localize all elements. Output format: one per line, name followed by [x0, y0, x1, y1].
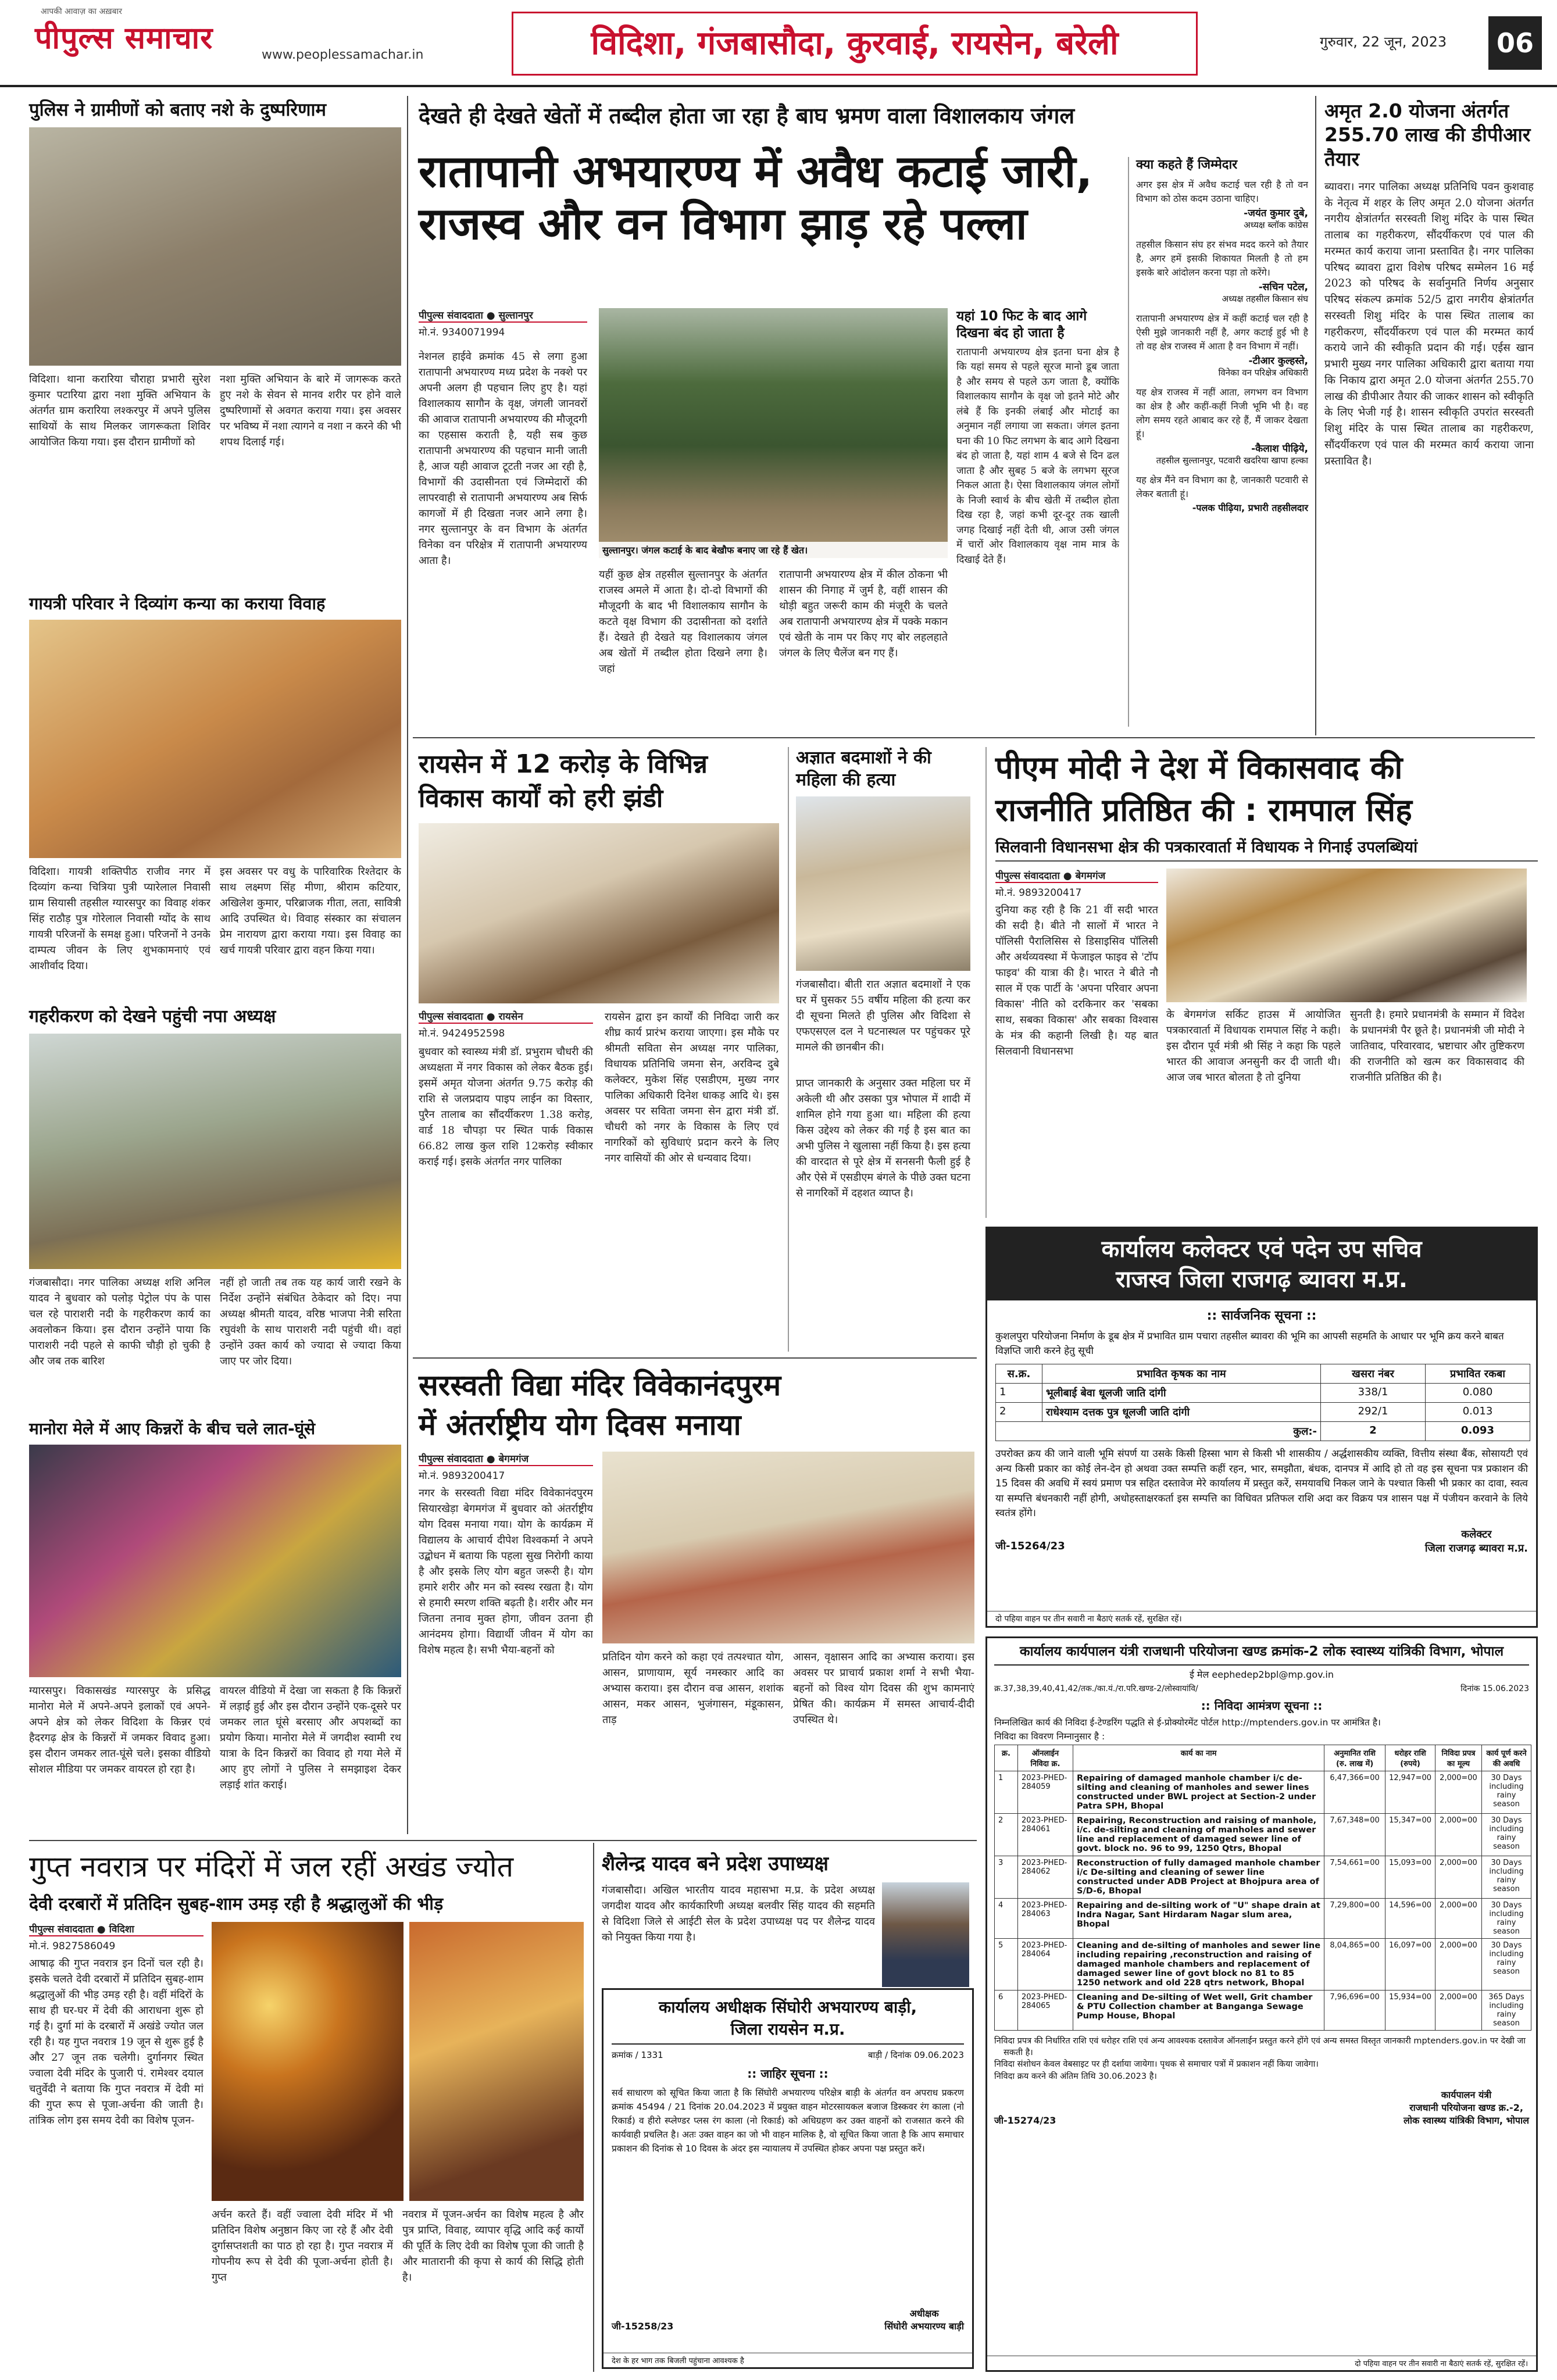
story-woman-murder — [788, 747, 974, 1352]
lead-sidebar-dense-forest: यहां 10 फिट के बाद आगे दिखना बंद हो जाता है रातापानी अभयारण्य क्षेत्र इतना घना क्षेत्र है कि यहां समय से पहले सूरज मानो डूब जाता है और समय से पहले ऊग जाता है, क्योंकि विशालकाय सागौन के वृक्ष जो इतने मोटे और लंबे हैं कि इनकी लंबाई और मोटाई का अनुमान नहीं लगाया जा सकता। जंगल इतना घना की 10 फिट लगभग के बाद आगे दिखना बंद हो जाता है, यहां शाम 4 बजे से दिन ढल जाता है और सुबह 5 बजे के लगभग सूरज निकल आता है। ऐसा विशालकाय जंगल लोगों के निजी स्वार्थ के बीच खेती में तब्दील होता दिख रहा है, जहां कभी दूर-दूर तक खाली जगह दिखाई नहीं देती थी, आज उसी जंगल में चारों ओर विशालकाय वृक्ष नाम मात्र के दिखाई देते हैं। — [956, 309, 1119, 566]
story-text: सुनती है। हमारे प्रधानमंत्री के सम्मान में विदेश के प्रधानमंत्री पैर छूते है। प्रधानमंत्री जी मोदी ने जातिवाद, परिवारवाद, भ्रष्टाचार और तुष्टिकरण की राजनीति को खत्म कर विकासवाद की राजनीति प्रतिष्ठित की है। — [1350, 1008, 1524, 1084]
tender-row — [995, 1898, 1531, 1938]
story-amrut-dpr — [1324, 99, 1534, 732]
tender-cell: 2,000=00 — [1435, 1898, 1482, 1938]
story-photo — [419, 823, 779, 1003]
tender-cell: Cleaning and De-silting of Wet well, Grit chamber & PTU Collection chamber at Banganga Sewage Pump House, Bhopal — [1073, 1990, 1324, 2030]
notice-title-bar: कार्यालय कलेक्टर एवं पदेन उप सचिव राजस्व जिला राजगढ़ ब्यावरा म.प्र. — [987, 1228, 1536, 1300]
tender-table: क्र. ऑनलाईन निविदा क्र. कार्य का नाम अनुमानित राशि (रु. लाख में) धरोहर राशि (रुपये) निविदा प्रपत्र का मूल्य कार्य पूर्ण करने की अवधि 1 2023-PHED-284059 Repairing of damaged manhole chamber i/c de-silting and cleaning of manholes and sewer lines constructed under BWL project at Section-2 under Patra SPH, Bhopal 6,47,366=00 12,947=00 2,000=00 30 Days including rainy season 2 2023-PHED-284061 Repairing, Reconstruction and raising of manhole, i/c. de-silting and cleaning of manholes and sewer line and replacement of damaged sewer line of govt. block no. 96 to 99, 1250 Qtrs, Bhopal 7,67,348=00 15,347=00 2,000=00 30 Days including rainy season 3 2023-PHED-284062 Reconstruction of fully damaged manhole chamber i/c De-silting and cleaning of sewer line constructed under ADB Project at Bhojpura area of S/D-6, Bhopal 7,54,661=00 15,093=00 2,000=00 30 Days including rainy season 4 2023-PHED-284063 Repairing and de-silting work of "U" shape drain at Indra Nagar, Sant Hirdaram Nagar slum area, Bhopal 7,29,800=00 14,596=00 2,000=00 30 Days including rainy season 5 2023-PHED-284064 Cleaning and de-silting of manholes and sewer line including repairing ,reconstruction and raising of damaged manhole chambers and replacement of damaged sewer line of govt block no 81 to 85 1250 network and old 228 qtrs network, Bhopal 8,04,865=00 16,097=00 2,000=00 30 Days including rainy season 6 2023-PHED-284065 Cleaning and De-silting of Wet well, Grit chamber & PTU Collection chamber at Banganga Sewage Pump House, Bhopal 7,96,696=00 15,934=00 2,000=00 365 Days including rainy season — [994, 1745, 1531, 2031]
lead-text: नेशनल हाईवे क्रमांक 45 से लगा हुआ रातापानी अभयारण्य मध्य प्रदेश के नक्शे पर अपनी अलग ही पहचान लिए हुए है। यहां विशालकाय सागौन के वृक्ष, जंगली जानवरों की आवाज रातापानी अभयारण्य की मौजूदगी का एहसास कराती है, यही सब कुछ रातापानी अभयारण्य की पहचान मानी जाती है, आज यही आवाज टूटती नजर आ रही है, विभागों की उदासीनता एवं जिम्मेदारों की लापरवाही से रातापानी अभयारण्य अब सिर्फ कागजों में ही दिखता नजर आने लगा है। नगर सुल्तानपुर के वन विभाग के अंतर्गत विनेका वन परिक्षेत्र में रातापानी अभयारण्य आता है। — [419, 351, 587, 567]
photo-caption: सुल्तानपुर। जंगल कटाई के बाद बेखौफ बनाए जा रहे हैं खेत। — [599, 542, 948, 558]
table-row: 2 राधेश्याम दत्तक पुत्र धूलजी जाति दांगी 292/1 0.013 — [996, 1403, 1530, 1422]
story-text: अर्चन करते हैं। वहीं ज्वाला देवी मंदिर में भी प्रतिदिन विशेष अनुष्ठान किए जा रहे हैं और देवी दुर्गासप्तशती का पाठ हो रहा है। गुप्त नवरात्र में गोपनीय रूप से देवी की पूजा-अर्चना होती है। गुप्त — [212, 2208, 393, 2283]
tender-note: निविदा संशोधन केवल वेबसाइट पर ही दर्शाया जायेगा। पृथक से समाचार पत्रों में प्रकाशन नहीं किया जावेगा। — [994, 2060, 1319, 2070]
column-divider — [407, 96, 408, 1834]
story-headline: गायत्री परिवार ने दिव्यांग कन्या का कराया विवाह — [29, 594, 326, 613]
lead-text: यहीं कुछ क्षेत्र तहसील सुल्तानपुर के अंतर्गत राजस्व अमले में आता है। दो-दो विभागों की मौजूदगी के बाद भी विशालकाय सागौन के कटते वृक्ष विभाग की उदासीनता को दर्शाते हैं। देखते ही देखते यह विशालकाय जंगल अब खेतों में तब्दील होता दिखने लगा है। जहां — [599, 569, 767, 675]
story-text: प्राप्त जानकारी के अनुसार उक्त महिला घर में अकेली थी और उसका पुत्र भोपाल में शादी में शामिल होने गया हुआ था। महिला की हत्या किस उद्देश्य को लेकर की गई है इस बात का अभी पुलिस ने खुलासा नहीं किया है। इस हत्या की वारदात से पूरे क्षेत्र में सनसनी फैली हुई है और ऐसे में एसडीएम बंगले के पीछे उक्त घटना से नागरिकों में दहशत व्याप्त है। — [796, 1077, 970, 1199]
story-photo — [29, 1034, 401, 1269]
lead-headline-line: रातापानी अभयारण्य में अवैध कटाई जारी, — [419, 145, 1093, 197]
section-divider — [413, 737, 1535, 738]
story-headline: पुलिस ने ग्रामीणों को बताए नशे के दुष्परिणाम — [29, 99, 327, 120]
tender-row — [995, 1938, 1531, 1990]
edition-banner — [512, 12, 1198, 76]
lead-kicker: देखते ही देखते खेतों में तब्दील होता जा रहा है बाघ भ्रमण वाला विशालकाय जंगल — [419, 103, 1075, 128]
story-photo — [212, 1922, 403, 2201]
tender-cell: 2 — [995, 1813, 1018, 1856]
story-gupt-navratri: गुप्त नवरात्र पर मंदिरों में जल रहीं अखंड ज्योत देवी दरबारों में प्रतिदिन सुबह-शाम उमड़ रही है श्रद्धालुओं की भीड़ पीपुल्स संवाददाता ● विदिशा मो.नं. 9827586049 आषाढ़ की गुप्त नवरात्र इन दिनों चल रही है। इसके चलते देवी दरबारों में प्रतिदिन सुबह-शाम श्रद्धालुओं की भीड़ उमड़ रही है। वहीं मंदिरों के साथ ही घर-घर में देवी की आराधना शुरू हो गई है। दुर्गा मां के दरबारों में अखंडे ज्योत जल रही है। यह गुप्त नवरात्र 19 जून से शुरू हुई है और 27 जून तक चलेगी। दुर्गानगर स्थित ज्वाला देवी मंदिर के पुजारी पं. रामेश्वर दयाल चतुर्वेदी ने बताया कि गुप्त नवरात्र में देवी मां की गुप्त रूप से पूजा-अर्चना की जाती है। तांत्रिक लोग इस समय देवी का विशेष पूजन- अर्चन करते हैं। वहीं ज्वाला देवी मंदिर में भी प्रतिदिन विशेष अनुष्ठान किए जा रहे हैं और देवी दुर्गासप्तशती का पाठ हो रहा है। गुप्त नवरात्र में गोपनीय रूप से देवी की पूजा-अर्चना होती है। गुप्त नवरात्र में पूजन-अर्चन का विशेष महत्व है और पुत्र प्राप्ति, विवाह, व्यापार वृद्धि आदि कई कार्यों की पूर्ति के लिए देवी का विशेष पूजा की जाती है और मातारानी की कृपा से कार्य की सिद्धि होती है। — [29, 1849, 587, 2372]
lead-byline: पीपुल्स संवाददाता ● सुल्तानपुर मो.नं. 9340071994 — [419, 308, 587, 338]
story-text: गंजबासौदा। अखिल भारतीय यादव महासभा म.प्र. के प्रदेश अध्यक्ष जगदीश यादव और कार्यकारिणी अध्यक्ष बलवीर सिंह यादव की सहमति से विदिशा जिले से आईटी सेल के प्रदेश उपाध्यक्ष पद पर शैलेन्द्र यादव को नियुक्त किया गया है। — [602, 1884, 875, 1943]
lead-text: रातापानी अभयारण्य क्षेत्र में कील ठोकना भी शासन की निगाह में जुर्म है, वहीं शासन की थोड़ी बहुत जरूरी काम की मंजूरी के चलते अब रातापानी अभयारण्य क्षेत्र में पक्के मकान एवं खेती के नाम पर किए गए बोर लहलहाते जंगल के लिए चैलेंज बन गए हैं। — [779, 569, 948, 659]
tender-cell: 30 Days including rainy season — [1482, 1771, 1531, 1813]
story-photo — [1166, 869, 1527, 1002]
story-photo — [796, 796, 970, 971]
story-photo — [29, 1445, 401, 1677]
quotes-heading: क्या कहते हैं जिम्मेदार — [1136, 158, 1238, 172]
site-url[interactable]: www.peoplessamachar.in — [262, 48, 424, 62]
tender-cell: 4 — [995, 1898, 1018, 1938]
story-river-deepening — [29, 1006, 401, 1413]
story-raisen-development: रायसेन में 12 करोड़ के विभिन्न विकास कार्यों को हरी झंडी पीपुल्स संवाददाता ● रायसेन मो.नं. 9424952598 बुधवार को स्वास्थ्य मंत्री डॉ. प्रभुराम चौधरी की अध्यक्षता में नगर विकास को लेकर बैठक हुई। इसमें अमृत योजना अंतर्गत 9.75 करोड़ की राशि से जलप्रदाय पाइप लाईन का विस्तार, पुरैन तालाब का सौंदर्यीकरण 1.38 करोड़, वार्ड 18 चौपड़ा पर स्थित पार्क विकास 66.82 लाख कुल राशि 12करोड़ स्वीकार कराई गई। इसके अंतर्गत नगर पालिका रायसेन द्वारा इन कार्यों की निविदा जारी कर शीघ्र कार्य प्रारंभ कराया जाएगा। इस मौके पर श्रीमती सविता सेन अध्यक्ष नगर पालिका, विधायक प्रतिनिधि जमना सेन, अरविन्द दुबे कलेक्टर, मुकेश सिंह एसडीएम, मुख्य नगर पालिका अधिकारी दिनेश धाकड़ आदि थे। इस अवसर पर सविता जमना सेन द्वारा मंत्री डॉ. चौधरी को नगर के विकास के लिए एवं नागरिकों को सुविधाएं प्रदान करने के लिए नगर वासियों की ओर से धन्यवाद दिया। — [419, 747, 779, 1352]
page-number: 06 — [1488, 16, 1542, 70]
tender-cell: 15,347=00 — [1385, 1813, 1435, 1856]
story-text: गंजबासौदा। नगर पालिका अध्यक्ष शशि अनिल यादव ने बुधवार को पलोड़ पेट्रोल पंप के पास चल रहे पाराशरी नदी के गहरीकरण कार्य का अवलोकन किया। इस दौरान उन्होंने पाया कि पाराशरी नदी पहले से काफी चौड़ी हो चुकी है और जब तक बारिश — [29, 1276, 210, 1367]
story-text: नवरात्र में पूजन-अर्चन का विशेष महत्व है और पुत्र प्राप्ति, विवाह, व्यापार वृद्धि आदि कई कार्यों की पूर्ति के लिए देवी का विशेष पूजा की जाती है और मातारानी की कृपा से कार्य की सिद्धि होती है। — [402, 2208, 584, 2283]
story-photo — [409, 1922, 584, 2201]
story-text: ग्यारसपुर। विकासखंड ग्यारसपुर के प्रसिद्ध मानोरा मेले में अपने-अपने इलाकों एवं अपने-अपने क्षेत्र को लेकर विदिशा के किन्नर एवं हैदरगढ़ क्षेत्र के किन्नरों में जमकर विवाद हुआ। इस दौरान जमकर लात-घूंसे चले। इसका वीडियो सोशल मीडिया पर जमकर वायरल हो रहा है। — [29, 1685, 210, 1775]
tender-cell: 12,947=00 — [1385, 1771, 1435, 1813]
tender-cell: Repairing and de-silting work of "U" shape drain at Indra Nagar, Sant Hirdaram Nagar slum area, Bhopal — [1073, 1898, 1324, 1938]
tender-cell: 7,67,348=00 — [1324, 1813, 1385, 1856]
tender-cell: Cleaning and de-silting of manholes and sewer line including repairing ,reconstruction and raising of damaged manhole chambers and replacement of damaged sewer line of govt block no 81 to 85 1250 network and old 228 qtrs network, Bhopal — [1073, 1938, 1324, 1990]
story-subhead: देवी दरबारों में प्रतिदिन सुबह-शाम उमड़ रही है श्रद्धालुओं की भीड़ — [29, 1893, 444, 1914]
story-headline: पीएम मोदी ने देश में विकासवाद की राजनीति प्रतिष्ठित की : रामपाल सिंह — [995, 749, 1412, 828]
story-headline: रायसेन में 12 करोड़ के विभिन्न विकास कार्यों को हरी झंडी — [419, 749, 708, 814]
quote-item: रातापानी अभयारण्य क्षेत्र में कहीं कटाई चल रही है ऐसी मुझे जानकारी नहीं है, अगर कटाई हुई भी है तो वह क्षेत्र राजस्व में आता है वन विभाग में नहीं। -टीआर कुल्हस्ते, विनेका वन परिक्षेत्र अधिकारी — [1136, 312, 1308, 378]
story-text: विदिशा। थाना करारिया चौराहा प्रभारी सुरेश कुमार पटारिया द्वारा नशा मुक्ति अभियान के अंतर्गत ग्राम करारिया लश्करपुर में अपने पुलिस साथियों के साथ मिलकर जागरूकता शिविर आयोजित किया गया। इस दौरान ग्रामीणों को — [29, 373, 210, 448]
section-divider — [29, 1840, 977, 1841]
tender-cell: 1 — [995, 1771, 1018, 1813]
tender-cell: 2023-PHED-284059 — [1018, 1771, 1073, 1813]
story-text: गंजबासौदा। बीती रात अज्ञात बदमाशों ने एक घर में घुसकर 55 वर्षीय महिला की हत्या कर दी सूचना मिलते ही पुलिस और विदिशा से एफएसएल दल ने घटनास्थल पर पहुंचकर पूरे मामले की छानबीन की। — [796, 978, 970, 1053]
story-text: विदिशा। गायत्री शक्तिपीठ राजीव नगर में दिव्यांग कन्या चित्रिया पुत्री प्यारेलाल निवासी ग्राम सियासी तहसील ग्यारसपुर का विवाह शंकर सिंह राठौड़ पुत्र गोरेलाल निवासी ग्योंद के साथ गायत्री परिजनों के समक्ष हुआ। परिजनों ने उनके दाम्पत्य जीवन के लिए शुभकामनाएं एवं आशीर्वाद दिया। — [29, 866, 210, 973]
story-text: इस अवसर पर वधु के पारिवारिक रिश्तेदार के साथ लक्ष्मण सिंह मीणा, श्रीराम कटियार, अखिलेश कुमार, परिब्राजक गीता, लता, सावित्री आदि उपस्थित थे। विवाह संस्कार का संचालन प्रेम नारायण द्वारा कराया गया। इस विवाह का खर्च गायत्री परिवार द्वारा वहन किया गया। — [220, 866, 401, 957]
story-headline: मानोरा मेले में आए किन्नरों के बीच चले लात-घूंसे — [29, 1419, 316, 1438]
quote-item: यह क्षेत्र मैंने वन विभाग का है, जानकारी पटवारी से लेकर बताती हूं। -पलक पीढ़िया, प्रभारी तहसीलदार — [1136, 474, 1308, 513]
tender-note: निविदा प्रपत्र की निर्धारित राशि एवं धरोहर राशि एवं अन्य आवश्यक दस्तावेज ऑनलाईन प्रस्तुत करने होंगे एवं अन्य समस्त विस्तृत जानकारी mptenders.gov.in पर देखी जा सकती है। — [994, 2036, 1526, 2058]
tender-row — [995, 1990, 1531, 2030]
portrait-photo — [882, 1882, 969, 1987]
column-divider — [593, 1843, 594, 2372]
tender-cell: 2,000=00 — [1435, 1938, 1482, 1990]
tender-cell: 2023-PHED-284065 — [1018, 1990, 1073, 2030]
tender-cell: 6 — [995, 1990, 1018, 2030]
tender-notes — [994, 2035, 1529, 2082]
table-total-row: कुल:- 2 0.093 — [996, 1422, 1530, 1441]
tender-row — [995, 1813, 1531, 1856]
story-text: नशा मुक्ति अभियान के बारे में जागरूक करते हुए नशे के सेवन से मानव शरीर पर होने वाले दुष्परिणामों से अवगत कराया गया। इस अवसर पर भविष्य में नशा त्यागने व नशा न करने की भी शपथ दिलाई गई। — [220, 373, 401, 448]
tender-cell: 365 Days including rainy season — [1482, 1990, 1531, 2030]
tender-cell: 30 Days including rainy season — [1482, 1856, 1531, 1898]
tender-cell: 16,097=00 — [1385, 1938, 1435, 1990]
issue-date: गुरुवार, 22 जून, 2023 — [1320, 34, 1447, 50]
notice-table: स.क्र. प्रभावित कृषक का नाम खसरा नंबर प्रभावित रकबा 1 भूलीबाई बेवा धूलजी जाति दांगी 338/1 0.080 2 राधेश्याम दत्तक पुत्र धूलजी जाति दांगी 292/1 0.013 कुल:- 2 0.093 — [995, 1364, 1530, 1441]
tender-cell: 6,47,366=00 — [1324, 1771, 1385, 1813]
tender-row — [995, 1771, 1531, 1813]
brand-tagline: आपकी आवाज़ का अख़बार — [41, 7, 122, 16]
tender-cell: 30 Days including rainy season — [1482, 1898, 1531, 1938]
tender-cell: 2023-PHED-284061 — [1018, 1813, 1073, 1856]
tender-cell: 2,000=00 — [1435, 1771, 1482, 1813]
story-subhead: सिलवानी विधानसभा क्षेत्र की पत्रकारवार्ता में विधायक ने गिनाई उपलब्धियां — [995, 835, 1538, 862]
lead-photo-forest — [599, 308, 948, 558]
notice-phed-tender: कार्यालय कार्यपालन यंत्री राजधानी परियोजना खण्ड क्रमांक-2 लोक स्वास्थ्य यांत्रिकी विभाग, भोपाल ई मेल eephedep2bpl@mp.gov.in क्र.37,38,39,40,41,42/तक./का.यं./रा.परि.खण्ड-2/लोस्वायांवि/ दिनांक 15.06.2023 :: निविदा आमंत्रण सूचना :: निम्नलिखित कार्य की निविदा ई-टेण्डरिंग पद्धति से ई-प्रोक्योरमेंट पोर्टल http://mptenders.gov.in पर आमंत्रित है। निविदा का विवरण निम्नानुसार है : क्र. ऑनलाईन निविदा क्र. कार्य का नाम अनुमानित राशि (रु. लाख में) धरोहर राशि (रुपये) निविदा प्रपत्र का मूल्य कार्य पूर्ण करने की अवधि 1 2023-PHED-284059 Repairing of damaged manhole chamber i/c de-silting and cleaning of manholes and sewer lines constructed under BWL project at Section-2 under Patra SPH, Bhopal 6,47,366=00 12,947=00 2,000=00 30 Days including rainy season 2 2023-PHED-284061 Repairing, Reconstruction and raising of manhole, i/c. de-silting and cleaning of manholes and sewer line and replacement of damaged sewer line of govt. block no. 96 to 99, 1250 Qtrs, Bhopal 7,67,348=00 15,347=00 2,000=00 30 Days including rainy season 3 2023-PHED-284062 Reconstruction of fully damaged manhole chamber i/c De-silting and cleaning of sewer line constructed under ADB Project at Bhojpura area of S/D-6, Bhopal 7,54,661=00 15,093=00 2,000=00 30 Days including rainy season 4 2023-PHED-284063 Repairing and de-silting work of "U" shape drain at Indra Nagar, Sant Hirdaram Nagar slum area, Bhopal 7,29,800=00 14,596=00 2,000=00 30 Days including rainy season 5 2023-PHED-284064 Cleaning and de-silting of manholes and sewer line including repairing ,reconstruction and raising of damaged manhole chambers and replacement of damaged sewer line of govt block no 81 to 85 1250 network and old 228 qtrs network, Bhopal 8,04,865=00 16,097=00 2,000=00 30 Days including rainy season 6 2023-PHED-284065 Cleaning and De-silting of Wet well, Grit chamber & PTU Collection chamber at Banganga Sewage Pump House, Bhopal 7,96,696=00 15,934=00 2,000=00 365 Days including rainy season निविदा प्रपत्र की निर्धारित राशि एवं धरोहर राशि एवं अन्य आवश्यक दस्तावेज ऑनलाईन प्रस्तुत करने होंगे एवं अन्य समस्त विस्तृत जानकारी mptenders.gov.in पर देखी जा सकती है। निविदा संशोधन केवल वेबसाइट पर ही दर्शाया जायेगा। पृथक से समाचार पत्रों में प्रकाशन नहीं किया जावेगा। निविदा क्रय करने की अंतिम तिथि 30.06.2023 है। जी-15274/23 कार्यपालन यंत्री राजधानी परियोजना खण्ड क्र.-2, लोक स्वास्थ्य यांत्रिकी विभाग, भोपाल दो पहिया वाहन पर तीन सवारी ना बैठाएं सतर्क रहें, सुरक्षित रहें। — [985, 1636, 1538, 2372]
notice-rajgarh: कार्यालय कलेक्टर एवं पदेन उप सचिव राजस्व जिला राजगढ़ ब्यावरा म.प्र. :: सार्वजनिक सूचना :: कुशलपुरा परियोजना निर्माण के डूब क्षेत्र में प्रभावित ग्राम पचारा तहसील ब्यावरा की भूमि का आपसी सहमति के आधार पर भूमि क्रय करने बाबत विज्ञप्ति जारी करने हेतु सूची स.क्र. प्रभावित कृषक का नाम खसरा नंबर प्रभावित रकबा 1 भूलीबाई बेवा धूलजी जाति दांगी 338/1 0.080 2 राधेश्याम दत्तक पुत्र धूलजी जाति दांगी 292/1 0.013 कुल:- 2 0.093 उपरोक्त क्रय की जाने वाली भूमि संपर्ण या उसके किसी हिस्सा भाग से किसी भी शासकीय / अर्द्धशासकीय व्यक्ति, वित्तीय संस्था बैंक, सोसायटी एवं अन्य किसी प्रकार का कोई लेन-देन हो अथवा उक्त सम्पत्ति कहीं रहन, भार, समझौता, बंधक, दानपत्र में आदि हो तो वह इस सूचना पत्र प्रकाशन की 15 दिवस की अवधि में स्वयं प्रमाण पत्र सहित दस्तावेज मेरे कार्यालय में प्रस्तुत करें, समयावधि निकल जाने के पश्चात किसी भी प्रकार का दावा, स्वत्व या सम्पत्ति बंधनकारी नहीं होगी, अधोहस्ताक्षरकर्ता इस सम्पत्ति का विधिवत प्रतिफल राशि अदा कर विक्रय पत्र शासन पक्ष में पंजीयन करवाने के लिये स्वतंत्र होंगे। जी-15264/23 कलेक्टर जिला राजगढ़ ब्यावरा म.प्र. दो पहिया वाहन पर तीन सवारी ना बैठाएं सतर्क रहें, सुरक्षित रहें। — [985, 1227, 1538, 1628]
story-headline: गहरीकरण को देखने पहुंची नपा अध्यक्ष — [29, 1006, 276, 1027]
tender-cell: 3 — [995, 1856, 1018, 1898]
story-text: आसन, वृक्षासन आदि का अभ्यास कराया। इस अवसर पर प्राचार्य प्रकाश शर्मा ने सभी भैया-बहनों को विश्व योग दिवस की शुभ कामनाएं प्रेषित की। कार्यक्रम में समस्त आचार्य-दीदी उपस्थित थे। — [793, 1651, 974, 1726]
story-headline: अमृत 2.0 योजना अंतर्गत 255.70 लाख की डीपीआर तैयार — [1324, 99, 1531, 170]
quote-item: तहसील किसान संघ हर संभव मदद करने को तैयार है, अगर हमें इसकी शिकायत मिलती है तो हम इसके बारे आंदोलन करना पड़ा तो करेंगे। -सचिन पटेल, अध्यक्ष तहसील किसान संघ — [1136, 238, 1308, 304]
notice-singhori-sanctuary: कार्यालय अधीक्षक सिंघोरी अभयारण्य बाड़ी, जिला रायसेन म.प्र. क्रमांक / 1331 बाड़ी / दिनांक 09.06.2023 :: जाहिर सूचना :: सर्व साधारण को सूचित किया जाता है कि सिंघोरी अभयारण्य परिक्षेत्र बाड़ी के अंतर्गत वन अपराध प्रकरण क्रमांक 45494 / 21 दिनांक 20.04.2023 में प्रयुक्त वाहन मोटरसायकल बजाज डिस्कवर रंग काला (नो रिकार्ड) व हीरो स्प्लेण्डर प्लस रंग काला (नो रिकार्ड) को अधिग्रहण कर उक्त वाहनों को राजसात करने की कार्यवाही प्रचलित है। अतः उक्त वाहन का जो भी वाहन मालिक है, वो सूचित किया जाता है कि आप समाचार प्रकाशन की दिनांक से 10 दिवस के अंदर इस न्यायालय में उपस्थित होकर अपना पक्ष प्रस्तुत करें। जी-15258/23 अधीक्षक सिंघोरी अभयारण्य बाड़ी देश के हर भाग तक बिजली पहुंचाना आवश्यक है — [602, 1988, 974, 2369]
tender-note: निविदा क्रय करने की अंतिम तिथि 30.06.2023 है। — [994, 2071, 1157, 2081]
tender-cell: 7,54,661=00 — [1324, 1856, 1385, 1898]
tender-cell: 30 Days including rainy season — [1482, 1813, 1531, 1856]
column-divider — [1315, 96, 1316, 735]
tender-cell: 2,000=00 — [1435, 1990, 1482, 2030]
tender-cell: 2023-PHED-284062 — [1018, 1856, 1073, 1898]
tender-cell: 2023-PHED-284064 — [1018, 1938, 1073, 1990]
tender-cell: 7,96,696=00 — [1324, 1990, 1385, 2030]
story-headline: सरस्वती विद्या मंदिर विवेकानंदपुरम में अंतर्राष्ट्रीय योग दिवस मनाया — [419, 1368, 781, 1442]
story-text: के बेगमगंज सर्किट हाउस में आयोजित पत्रकारवार्ता में विधायक रामपाल सिंह ने कही। इस दौरान पूर्व मंत्री श्री सिंह ने कहा कि पहले भारत की आवाज अनसुनी कर दी जाती थी। आज जब भारत बोलता है तो दुनिया — [1166, 1008, 1341, 1084]
story-text: वायरल वीडियो में देखा जा सकता है कि किन्नरों में लड़ाई हुई और इस दौरान उन्होंने एक-दूसरे पर जमकर लात घूंसे बरसाए और अपशब्दों का प्रयोग किया। मानोरा मेले में जगदीश स्वामी रथ यात्रा के दिन किन्नरों का विवाद हो गया मेले में आए हुए लोगों ने पुलिस ने समझाइश देकर लड़ाई शांत कराई। — [220, 1685, 401, 1791]
story-gayatri-wedding — [29, 593, 401, 1000]
story-text: आषाढ़ की गुप्त नवरात्र इन दिनों चल रही है। इसके चलते देवी दरबारों में प्रतिदिन सुबह-शाम श्रद्धालुओं की भीड़ उमड़ रही है। वहीं मंदिरों के साथ ही घर-घर में देवी की आराधना शुरू हो गई है। दुर्गा मां के दरबारों में अखंडे ज्योत जल रही है। यह गुप्त नवरात्र 19 जून से शुरू हुई है और 27 जून तक चलेगी। दुर्गानगर स्थित ज्वाला देवी मंदिर के पुजारी पं. रामेश्वर दयाल चतुर्वेदी ने बताया कि गुप्त नवरात्र में देवी मां की गुप्त रूप से पूजा-अर्चना की जाती है। तांत्रिक लोग इस समय देवी का विशेष पूजन- — [29, 1957, 203, 2127]
story-text: नगर के सरस्वती विद्या मंदिर विवेकानंदपुरम सियारखेड़ा बेगमगंज में बुधवार को अंतर्राष्ट्रीय योग दिवस मनाया गया। योग के कार्यक्रम में विद्यालय के आचार्य दीपेश विश्वकर्मा ने अपने उद्बोधन में बताया कि पहला सुख निरोगी काया है और इसके लिए योग बहुत जरूरी है। योग हमारे शरीर और मन को स्वस्थ रखता है। योग से हमारी स्मरण शक्ति बढ़ती है। शरीर और मन जितना तनाव मुक्त होगा, जीवन उतना ही आनंदमय होगा। विद्यार्थी जीवन में योग का विशेष महत्व है। सभी भैया-बहनों को — [419, 1487, 593, 1656]
lead-headline-line: राजस्व और वन विभाग झाड़ रहे पल्ला — [419, 197, 1027, 249]
tender-cell: 8,04,865=00 — [1324, 1938, 1385, 1990]
brand-logo: पीपुल्स समाचार — [35, 21, 213, 56]
tender-cell: Repairing, Reconstruction and raising of manhole, i/c. de-silting and cleaning of manholes and sewer line and replacement of damaged sewer line of govt. block no. 96 to 99, 1250 Qtrs, Bhopal — [1073, 1813, 1324, 1856]
tender-cell: 2,000=00 — [1435, 1813, 1482, 1856]
tender-cell: 2023-PHED-284063 — [1018, 1898, 1073, 1938]
section-divider — [413, 1357, 977, 1359]
story-text: दुनिया कह रही है कि 21 वीं सदी भारत की सदी है। बीते नौ सालों में भारत ने पॉलिसी पैरालिसिस से डिसाइसिव पॉलिसी और अर्थव्यवस्था में फेजाइल फाइव से 'टॉप फाइव' की यात्रा की है। भारत ने बीते नौ साल में एक पार्टी के 'अपना परिवार अपना विकास' नीति को दरकिनार कर 'सबका साथ, सबका विकास' और सबका विश्वास के मंत्र की कहानी लिखी है। यह बात सिलवानी विधानसभा — [995, 903, 1158, 1057]
lead-quotes-box — [1128, 157, 1308, 727]
lead-headline — [419, 145, 1174, 249]
tender-cell: 7,29,800=00 — [1324, 1898, 1385, 1938]
tender-cell: 15,093=00 — [1385, 1856, 1435, 1898]
tender-row — [995, 1856, 1531, 1898]
story-text: रायसेन द्वारा इन कार्यों की निविदा जारी कर शीघ्र कार्य प्रारंभ कराया जाएगा। इस मौके पर श्रीमती सविता सेन अध्यक्ष नगर पालिका, विधायक प्रतिनिधि जमना सेन, अरविन्द दुबे कलेक्टर, मुकेश सिंह एसडीएम, मुख्य नगर पालिका अधिकारी दिनेश धाकड़ आदि थे। इस अवसर पर सविता जमना सेन द्वारा मंत्री डॉ. चौधरी को नगर के विकास के लिए एवं नागरिकों को सुविधाएं प्रदान करने के लिए नगर वासियों की ओर से धन्यवाद दिया। — [605, 1010, 779, 1164]
story-kinnar-fight — [29, 1418, 401, 1837]
story-headline: शैलेन्द्र यादव बने प्रदेश उपाध्यक्ष — [602, 1852, 829, 1875]
table-row: 1 भूलीबाई बेवा धूलजी जाति दांगी 338/1 0.080 — [996, 1384, 1530, 1403]
story-yoga-day: सरस्वती विद्या मंदिर विवेकानंदपुरम में अंतर्राष्ट्रीय योग दिवस मनाया पीपुल्स संवाददाता ● बेगमगंज मो.नं. 9893200417 नगर के सरस्वती विद्या मंदिर विवेकानंदपुरम सियारखेड़ा बेगमगंज में बुधवार को अंतर्राष्ट्रीय योग दिवस मनाया गया। योग के कार्यक्रम में विद्यालय के आचार्य दीपेश विश्वकर्मा ने अपने उद्बोधन में बताया कि पहला सुख निरोगी काया है और इसके लिए योग बहुत जरूरी है। योग हमारे शरीर और मन को स्वस्थ रखता है। योग से हमारी स्मरण शक्ति बढ़ती है। शरीर और मन जितना तनाव मुक्त होगा, जीवन उतना ही आनंदमय होगा। विद्यार्थी जीवन में योग का विशेष महत्व है। सभी भैया-बहनों को प्रतिदिन योग करने को कहा एवं तत्पश्चात योग, आसन, प्राणायाम, सूर्य नमस्कार आदि का अभ्यास कराया। इस दौरान वज्र आसन, शशांक आसन, मकर आसन, भुजंगासन, मंडूकासन, ताड़ आसन, वृक्षासन आदि का अभ्यास कराया। इस अवसर पर प्राचार्य प्रकाश शर्मा ने सभी भैया-बहनों को विश्व योग दिवस की शुभ कामनाएं प्रेषित की। कार्यक्रम में समस्त आचार्य-दीदी उपस्थित थे। — [419, 1366, 977, 1849]
story-headline: गुप्त नवरात्र पर मंदिरों में जल रहीं अखंड ज्योत — [29, 1850, 514, 1884]
story-text: बुधवार को स्वास्थ्य मंत्री डॉ. प्रभुराम चौधरी की अध्यक्षता में नगर विकास को लेकर बैठक हुई। इसमें अमृत योजना अंतर्गत 9.75 करोड़ की राशि से जलप्रदाय पाइप लाईन का विस्तार, पुरैन तालाब का सौंदर्यीकरण 1.38 करोड़, वार्ड 18 चौपड़ा पर स्थित पार्क विकास 66.82 लाख कुल राशि 12करोड़ स्वीकार कराई गई। इसके अंतर्गत नगर पालिका — [419, 1045, 593, 1168]
story-police-awareness — [29, 99, 401, 587]
tender-cell: 30 Days including rainy season — [1482, 1938, 1531, 1990]
quote-item: यह क्षेत्र राजस्व में नहीं आता, लगभग वन विभाग का क्षेत्र है और कहीं-कहीं निजी भूमि भी है। वह लोग समय रहते आबाद कर रहे हैं, मैं जाकर देखता हूं। -कैलाश पीढ़िये, तहसील सुल्तानपुर, पटवारी खदरिया खापा हल्का — [1136, 386, 1308, 466]
story-text: नहीं हो जाती तब तक यह कार्य जारी रखने के निर्देश उन्होंने संबंधित ठेकेदार को दिए। नपा अध्यक्ष श्रीमती यादव, वरिष्ठ भाजपा नेत्री सरिता रघुवंशी के साथ पाराशरी नदी पहुंची थी। वहां उन्होंने उक्त कार्य को ज्यादा से ज्यादा किया जाए पर जोर दिया। — [220, 1276, 401, 1367]
story-rampal-singh: पीएम मोदी ने देश में विकासवाद की राजनीति प्रतिष्ठित की : रामपाल सिंह सिलवानी विधानसभा क्षेत्र की पत्रकारवार्ता में विधायक ने गिनाई उपलब्धियां पीपुल्स संवाददाता ● बेगमगंज मो.नं. 9893200417 दुनिया कह रही है कि 21 वीं सदी भारत की सदी है। बीते नौ सालों में भारत ने पॉलिसी पैरालिसिस से डिसाइसिव पॉलिसी और अर्थव्यवस्था में फेजाइल फाइव से 'टॉप फाइव' की यात्रा की है। भारत ने बीते नौ साल में एक पार्टी के 'अपना परिवार अपना विकास' नीति को दरकिनार कर 'सबका साथ, सबका विकास' और सबका विश्वास के मंत्र की कहानी लिखी है। यह बात सिलवानी विधानसभा के बेगमगंज सर्किट हाउस में आयोजित पत्रकारवार्ता में विधायक रामपाल सिंह ने कही। इस दौरान पूर्व मंत्री श्री सिंह ने कहा कि पहले भारत की आवाज अनसुनी कर दी जाती थी। आज जब भारत बोलता है तो दुनिया सुनती है। हमारे प्रधानमंत्री के सम्मान में विदेश के प्रधानमंत्री पैर छूते है। प्रधानमंत्री जी मोदी ने जातिवाद, परिवारवाद, भ्रष्टाचार और तुष्टिकरण की राजनीति को खत्म कर विकासवाद की राजनीति प्रतिष्ठित की है। — [985, 747, 1538, 1218]
quote-item: अगर इस क्षेत्र में अवैध कटाई चल रही है तो वन विभाग को ठोस कदम उठाना चाहिए। -जयंत कुमार दुबे, अध्यक्ष ब्लॉक कांग्रेस — [1136, 178, 1308, 230]
story-headline: अज्ञात बदमाशों ने की महिला की हत्या — [796, 748, 931, 790]
tender-cell: 2,000=00 — [1435, 1856, 1482, 1898]
masthead — [0, 0, 1557, 87]
tender-cell: Reconstruction of fully damaged manhole chamber i/c De-silting and cleaning of sewer line constructed under ADB Project at Bhojpura area of S/D-6, Bhopal — [1073, 1856, 1324, 1898]
story-photo — [29, 127, 401, 366]
tender-cell: 14,596=00 — [1385, 1898, 1435, 1938]
tender-cell: 5 — [995, 1938, 1018, 1990]
story-text: प्रतिदिन योग करने को कहा एवं तत्पश्चात योग, आसन, प्राणायाम, सूर्य नमस्कार आदि का अभ्यास कराया। इस दौरान वज्र आसन, शशांक आसन, मकर आसन, भुजंगासन, मंडूकासन, ताड़ — [602, 1651, 784, 1726]
edition-title: विदिशा, गंजबासौदा, कुरवाई, रायसेन, बरेली — [591, 24, 1119, 62]
tender-cell: 15,934=00 — [1385, 1990, 1435, 2030]
story-text: ब्यावरा। नगर पालिका अध्यक्ष प्रतिनिधि पवन कुशवाह के नेतृत्व में शहर के लिए अमृत 2.0 योजना अंतर्गत नगरीय क्षेत्रांतर्गत सरस्वती शिशु मंदिर के पास स्थित तालाब का गहरीकरण, सौंदर्यीकरण एवं पाल की मरम्मत कार्य कराया जाना प्रस्तावित है। नगर पालिका परिषद ब्यावरा द्वारा विशेष परिषद सम्मेलन 16 मई 2023 को परिषद के सर्वानुमति निर्णय अनुसार परिषद संकल्प क्रमांक 52/5 द्वारा नगरीय क्षेत्रांतर्गत सरस्वती शिशु मंदिर के पास स्थित तालाब का गहरीकरण, सौंदर्यीकरण एवं पाल की मरम्मत कार्य कराये जाने की स्वीकृति प्रदान की गई। एईस खान प्रभारी मुख्य नगर पालिका अधिकारी द्वारा बताया गया कि निकाय द्वारा अमृत 2.0 योजना अंतर्गत 255.70 लाख की डीपीआर तैयार की जाकर शासन को स्वीकृति के लिए भेजी गई है। शासन स्वीकृति उपरांत सरस्वती शिशु मंदिर के पास स्थित तालाब का गहरीकरण, सौंदर्यीकरण एवं पाल की मरम्मत कार्य कराया जाना प्रस्तावित है। — [1324, 180, 1534, 467]
story-photo — [602, 1452, 974, 1643]
story-photo — [29, 620, 401, 858]
tender-cell: Repairing of damaged manhole chamber i/c de-silting and cleaning of manholes and sewer lines constructed under BWL project at Section-2 under Patra SPH, Bhopal — [1073, 1771, 1324, 1813]
